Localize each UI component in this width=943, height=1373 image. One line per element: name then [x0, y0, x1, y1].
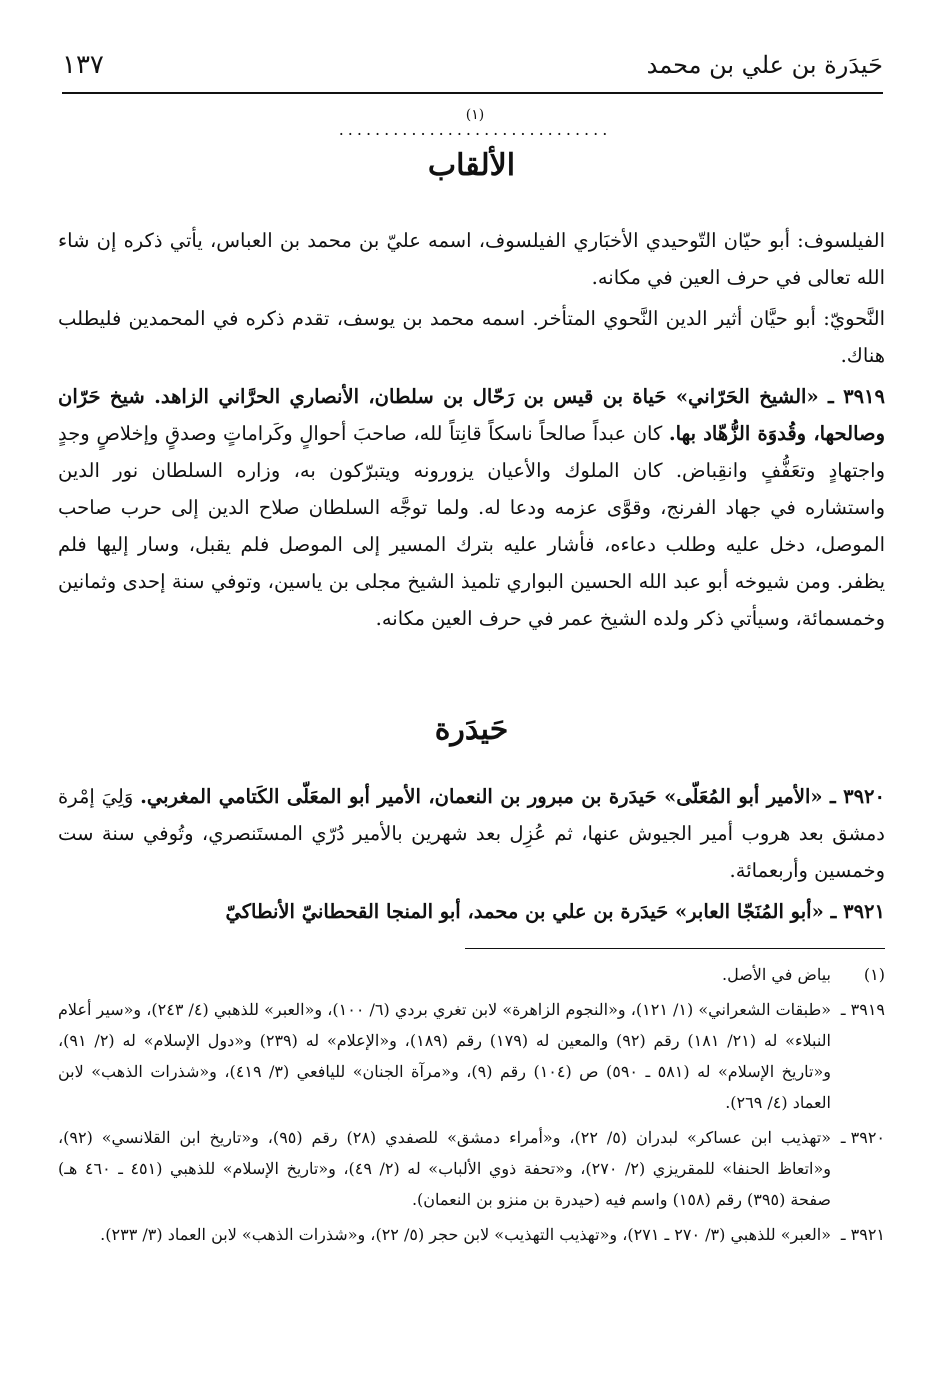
section-heading-haydara: حَيدَرة	[434, 712, 509, 747]
footnote-text: «تهذيب ابن عساكر» لبدران (٥/ ٢٢)، و«أمراء دمشق» للصفدي (٢٨) رقم (٩٥)، و«تاريخ ابن القلانسي» (٩٢)، و«اتعاظ الحنفا» للمقريزي (٢/ ٢٧٠)، و«تحفة ذوي الألباب» له (٢/ ٤٩)، و«تاريخ الإسلام» للذهبي (٤٥١ ـ ٤٦٠ هـ) صفحة (٣٩٥) رقم (١٥٨) واسم فيه (حيدرة بن منزو بن النعمان).	[58, 1128, 832, 1209]
footnote-item	[58, 1122, 885, 1215]
entry-3920	[58, 778, 885, 889]
entry-3921-heading: ٣٩٢١ ـ «أبو المُنَجّا العابر» حَيدَرة بن علي بن محمد، أبو المنجا القحطانيّ الأنطاكيّ	[225, 900, 885, 923]
footnote-divider	[465, 948, 885, 949]
haydara-body	[58, 778, 885, 934]
footnote-number: ٣٩٢١ ـ	[840, 1225, 885, 1244]
entry-3919-heading: ٣٩١٩ ـ «الشيخ الحَرّاني» حَياة بن قيس بن رَحّال بن سلطان، الأنصاري الحرَّاني الزاهد. شيخ حَرّان وصالحها، وقُدوَة الزُّهّاد بها.	[58, 385, 885, 445]
section-heading-alqab: الألقاب	[427, 148, 516, 183]
page-header	[62, 38, 883, 94]
footnotes	[58, 948, 885, 1254]
entry-3921	[58, 893, 885, 930]
footnote-item	[58, 959, 885, 990]
footnote-item	[58, 994, 885, 1118]
running-title: حَيدَرة بن علي بن محمد	[646, 51, 883, 79]
footnote-reference: (١)	[465, 107, 485, 123]
paragraph-grammarian: النَّحويّ: أبو حيَّان أثير الدين النَّحوي المتأخر. اسمه محمد بن يوسف، تقدم ذكره في المحمدين فليطلب هناك.	[58, 307, 885, 367]
alqab-body	[58, 222, 885, 641]
missing-text-marker	[300, 108, 650, 138]
page-number: ١٣٧	[62, 50, 104, 80]
footnote-text: «طبقات الشعراني» (١/ ١٢١)، و«النجوم الزاهرة» لابن تغري بردي (٦/ ١٠٠)، و«العبر» للذهبي (٤/ ٢٤٣)، و«سير أعلام النبلاء» له (٢١/ ١٨١) رقم (٩٢) والمعين له (١٧٩) رقم (١٨٩)، و«الإعلام» له (٢٣٩) و«دول الإسلام» له (٢/ ٩١)، و«تاريخ الإسلام» له (٥٨١ ـ ٥٩٠) ص (١٠٤) رقم (٩)، و«مرآة الجنان» لليافعي (٣/ ٤١٩)، و«شذرات الذهب» لابن العماد (٤/ ٢٦٩).	[58, 1000, 832, 1112]
footnote-item	[58, 1219, 885, 1250]
entry-3919-text: كان عبداً صالحاً ناسكاً قانِتاً لله، صاحبَ أحوالٍ وكَراماتٍ وصدقٍ وإخلاصٍ وجدٍ واجتهادٍ وتعَفُّفٍ وانقِباض. كان الملوك والأعيان يزورونه ويتبرّكون به، وزاره السلطان نور الدين واستشاره في جهاد الفرنج، وقوَّى عزمه ودعا له. ولما توجَّه السلطان صلاح الدين إلى حرب صاحب الموصل، دخل عليه وطلب دعاءه، فأشار عليه بترك المسير إلى الموصل فلم يقبل، وسار إليها فلم يظفر. ومن شيوخه أبو عبد الله الحسين البواري تلميذ الشيخ مجلى بن ياسين، وتوفي سنة إحدى وثمانين وخمسمائة، وسيأتي ذكر ولده الشيخ عمر في حرف العين مكانه.	[58, 422, 885, 630]
footnote-number: (١)	[863, 965, 885, 984]
entry-3919	[58, 378, 885, 637]
paragraph-philosopher: الفيلسوف: أبو حيّان التّوحيدي الأخبَاري الفيلسوف، اسمه عليّ بن محمد بن العباس، يأتي ذكره إن شاء الله تعالى في حرف العين في مكانه.	[58, 229, 885, 289]
entry-3920-heading: ٣٩٢٠ ـ «الأمير أبو المُعَلّى» حَيدَرة بن مبرور بن النعمان، الأمير أبو المعَلّى الكَتامي المغربي.	[140, 785, 885, 808]
footnote-list	[58, 959, 885, 1250]
footnote-text: «العبر» للذهبي (٣/ ٢٧٠ ـ ٢٧١)، و«تهذيب التهذيب» لابن حجر (٥/ ٢٢)، و«شذرات الذهب» لابن العماد (٣/ ٢٣٣).	[100, 1225, 831, 1244]
footnote-text: بياض في الأصل.	[721, 965, 831, 984]
footnote-number: ٣٩٢٠ ـ	[840, 1128, 885, 1147]
entry-3920-text: وَلِيَ إمْرة دمشق بعد هروب أمير الجيوش عنها، ثم عُزِل بعد شهرين بالأمير دُرّي المستَنصري، وتُوفي سنة ست وخمسين وأربعمائة.	[58, 785, 885, 882]
ellipsis-dots: ..............................	[338, 120, 612, 139]
footnote-number: ٣٩١٩ ـ	[840, 1000, 885, 1019]
